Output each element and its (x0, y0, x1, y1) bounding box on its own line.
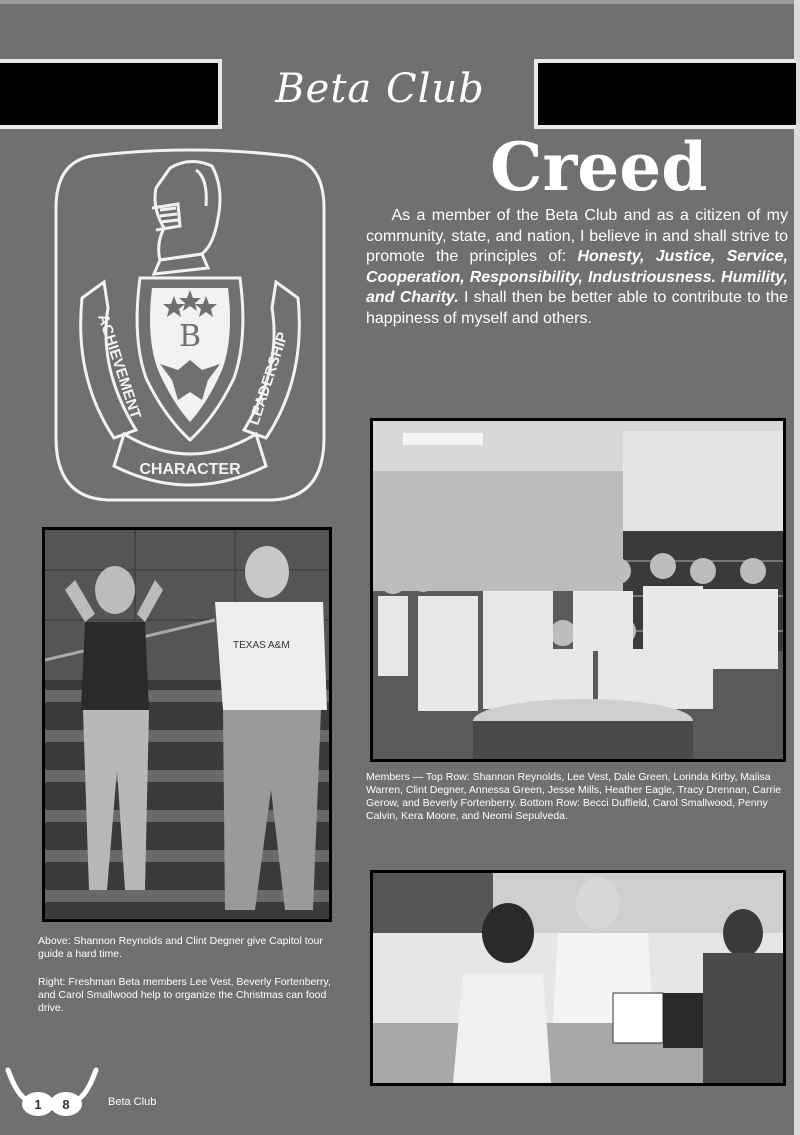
shield-letter: B (178, 319, 202, 354)
glasses-page-number-icon (4, 1062, 100, 1122)
creed-paragraph (366, 206, 788, 329)
caption-above: Above: Shannon Reynolds and Clint Degner give Capitol tour guide a hard time. (38, 935, 323, 960)
photo-members-group (370, 418, 786, 762)
ribbon-right-text: LEADERSHIP (245, 330, 292, 428)
header-bar-left (0, 59, 222, 129)
right-edge (794, 0, 800, 1135)
creed-closing: I shall then be better able to contribute to the happiness of myself and others. (366, 289, 788, 327)
ribbon-left-text: ACHIEVEMENT (94, 311, 145, 422)
caption-right: Right: Freshman Beta members Lee Vest, Beverly Fortenberry, and Carol Smallwood help to organize the Christmas can food drive. (38, 976, 331, 1014)
page-digit-1: 1 (34, 1097, 42, 1112)
club-title: Beta Club (275, 66, 485, 112)
creed-title: Creed (490, 128, 708, 206)
creed-principles: Honesty, Justice, Service, Cooperation, Responsibility, Industriousness. Humility, and Charity. (366, 248, 788, 306)
caption-members: Members — Top Row: Shannon Reynolds, Lee Vest, Dale Green, Lorinda Kirby, Malisa Warren, Clint Degner, Annessa Green, Jesse Mills, Heather Eagle, Tracy Drennan, Carrie Gerow, and Beverly Fortenberry. Bottom Row: Becci Duffield, Carol Smallwood, Penny Calvin, Kera Moore, and Neomi Sepulveda. (366, 771, 782, 822)
creed-intro: As a member of the Beta Club and as a citizen of my community, state, and nation, I believe in and shall strive to promote the principles of: (366, 207, 789, 265)
photo-can-food-drive (370, 870, 786, 1086)
top-edge (0, 0, 800, 4)
beta-club-emblem-icon (52, 148, 328, 504)
photo-capitol-steps (42, 527, 332, 922)
ribbon-bottom-text: CHARACTER (139, 461, 241, 478)
footer-section-label: Beta Club (108, 1096, 157, 1108)
shirt-text: TEXAS A&M (233, 640, 290, 651)
header-bar-right (534, 59, 796, 129)
page-digit-2: 8 (62, 1097, 70, 1112)
